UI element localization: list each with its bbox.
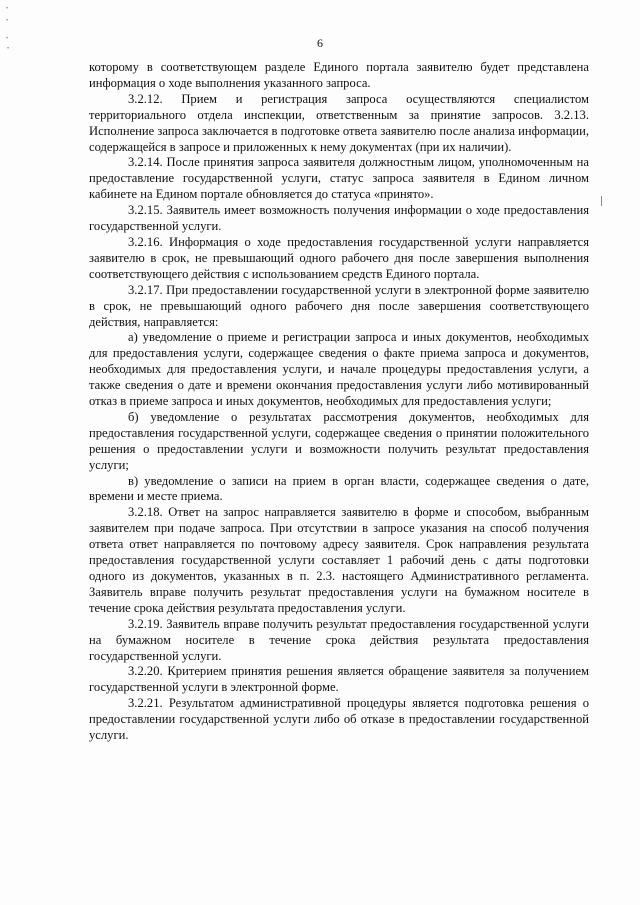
scan-mark-dot: • bbox=[7, 46, 10, 52]
scan-mark-dot: • bbox=[6, 36, 9, 42]
paragraph-3-2-17: 3.2.17. При предоставлении государственной услуги в электронной форме заявителю в срок, не превышающий одного рабочего дня после завершения соответствующего действия, направляется: bbox=[89, 282, 589, 329]
paragraph-3-2-14: 3.2.14. После принятия запроса заявителя должностным лицом, уполномоченным на предоставление государственной услуги, статус запроса заявителя в Едином личном кабинете на Едином портале обновляется до статуса «принято». bbox=[89, 155, 589, 202]
paragraph-3-2-18: 3.2.18. Ответ на запрос направляется заявителю в форме и способом, выбранным заявителем при подаче запроса. При отсутствии в запросе указания на способ получения ответа ответ направляется по почтовому адресу заявителя. Срок направления результата предоставления государственной услуги составляет 1 рабочий день с даты подготовки одного из документов, указанных в п. 2.3. настоящего Административного регламента. Заявитель вправе получить результат предоставления услуги на бумажном носителе в течение срока действия результата предоставления услуги. bbox=[89, 505, 589, 615]
scan-mark-dot: • bbox=[6, 18, 9, 24]
paragraph-3-2-20: 3.2.20. Критерием принятия решения является обращение заявителя за получением государственной услуги в электронной форме. bbox=[89, 664, 589, 695]
paragraph-3-2-19: 3.2.19. Заявитель вправе получить результат предоставления государственной услуги на бумажном носителе в течение срока действия результата предоставления государственной услуги. bbox=[89, 616, 589, 663]
paragraph-continuation: которому в соответствующем разделе Единого портала заявителю будет представлена информация о ходе выполнения указанного запроса. bbox=[89, 60, 589, 90]
paragraph-3-2-15: 3.2.15. Заявитель имеет возможность получения информации о ходе предоставления государственной услуги. bbox=[89, 203, 589, 234]
paragraph-3-2-21: 3.2.21. Результатом административной процедуры является подготовка решения о предоставлении государственной услуги либо об отказе в предоставлении государственной услуги. bbox=[89, 696, 589, 743]
list-item-b: б) уведомление о результатах рассмотрения документов, необходимых для предоставления государственной услуги, содержащее сведения о принятии положительного решения о предоставлении услуги и возможности получить результат предоставления услуги; bbox=[89, 409, 589, 472]
scan-mark-dot: • bbox=[6, 6, 9, 12]
list-item-c: в) уведомление о записи на прием в орган власти, содержащее сведения о дате, времени и месте приема. bbox=[89, 473, 589, 504]
document-body bbox=[89, 60, 589, 744]
paragraph-3-2-12: 3.2.12. Прием и регистрация запроса осуществляются специалистом территориального отдела инспекции, ответственным за принятие запросов. 3.2.13. Исполнение запроса заключается в подготовке ответа заявителю после анализа информации, содержащейся в запросе и приложенных к нему документах (при их наличии). bbox=[89, 91, 589, 154]
paragraph-3-2-16: 3.2.16. Информация о ходе предоставления государственной услуги направляется заявителю в срок, не превышающий одного рабочего дня после завершения выполнения соответствующего действия с использованием средств Единого портала. bbox=[89, 234, 589, 281]
scan-mark-line bbox=[601, 196, 602, 206]
list-item-a: а) уведомление о приеме и регистрации запроса и иных документов, необходимых для предоставления услуги, содержащее сведения о факте приема запроса и документов, необходимых для предоставления услуги, и начале процедуры предоставления услуги, а также сведения о дате и времени окончания предоставления услуги либо мотивированный отказ в приеме запроса и иных документов, необходимых для предоставления услуги; bbox=[89, 330, 589, 409]
page-number: 6 bbox=[317, 36, 323, 50]
